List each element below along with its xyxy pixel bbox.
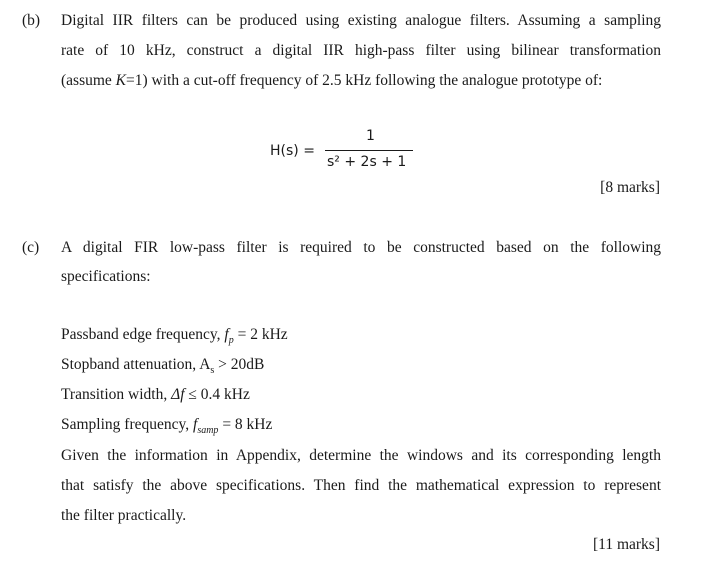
formula-numerator: 1 xyxy=(366,128,375,144)
spec-transition xyxy=(61,386,250,404)
p-subscript: p xyxy=(228,335,234,347)
spec-sampling-value: = 8 kHz xyxy=(218,416,273,433)
part-b-line-3 xyxy=(61,72,602,90)
part-b-line-2: rate of 10 kHz, construct a digital IIR high-pass filter using bilinear transformation xyxy=(61,42,661,59)
part-b-marks: [8 marks] xyxy=(600,179,660,196)
part-b-line-1: Digital IIR filters can be produced using existing analogue filters. Assuming a sampling xyxy=(61,12,661,29)
s-subscript: s xyxy=(210,365,215,377)
spec-stopband xyxy=(61,356,264,376)
part-c-intro-2: specifications: xyxy=(61,268,151,285)
k-symbol: K xyxy=(115,72,127,89)
formula-denominator: s² + 2s + 1 xyxy=(327,154,407,170)
spec-stopband-text: Stopband attenuation, A xyxy=(61,356,211,373)
part-b-line-3-post: =1) with a cut-off frequency of 2.5 kHz following the analogue prototype of: xyxy=(126,72,603,89)
spec-transition-text: Transition width, xyxy=(61,386,172,403)
given-line-3: the filter practically. xyxy=(61,507,187,524)
formula-lhs: H(s) = xyxy=(270,143,315,159)
part-b-label: (b) xyxy=(22,12,41,29)
given-line-2: that satisfy the above specifications. Then find the mathematical expression to represent xyxy=(61,477,661,494)
spec-sampling-text: Sampling frequency, xyxy=(61,416,193,433)
spec-sampling xyxy=(61,416,272,436)
spec-transition-value: ≤ 0.4 kHz xyxy=(184,386,250,403)
part-b-line-3-pre: (assume xyxy=(61,72,116,89)
given-line-1: Given the information in Appendix, determine the windows and its corresponding length xyxy=(61,447,661,464)
part-c-intro-1: A digital FIR low-pass filter is required to be constructed based on the following xyxy=(61,239,661,256)
spec-passband xyxy=(61,326,288,346)
spec-passband-text: Passband edge frequency, xyxy=(61,326,225,343)
part-c-marks: [11 marks] xyxy=(592,536,660,553)
fraction-bar xyxy=(325,150,413,151)
spec-stopband-value: > 20dB xyxy=(214,356,265,373)
delta-f-symbol: Δf xyxy=(171,386,185,403)
f-symbol: f xyxy=(224,326,229,343)
f-symbol: f xyxy=(193,416,198,433)
spec-passband-value: = 2 kHz xyxy=(233,326,288,343)
part-c-label: (c) xyxy=(22,239,40,256)
samp-subscript: samp xyxy=(197,425,219,437)
